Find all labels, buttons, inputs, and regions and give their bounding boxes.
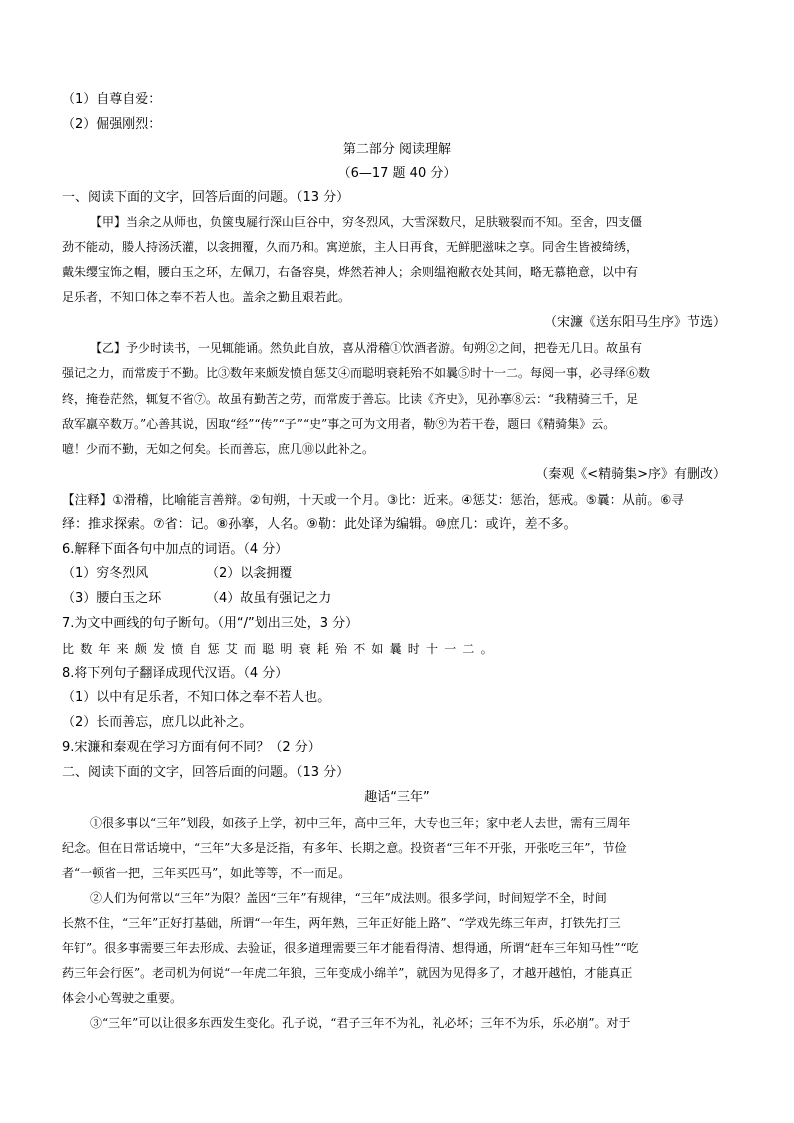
passage-yi-line: 终，掩卷茫然，辄复不省⑦。故虽有勤苦之劳，而常废于善忘。比读《齐史》，见孙搴⑧云：“我精骑三千，足: [62, 392, 639, 406]
question-6-item: （2）以衾拥覆: [206, 566, 293, 581]
passage-yi-line: 【乙】予少时读书，一见辄能诵。然负此自放，喜从滑稽①饮酒者游。旬朔②之间，把卷无几日。故虽有: [90, 341, 643, 355]
answer-line-1: （1）自尊自爱：: [62, 92, 162, 107]
article-line: 长熬不住，“三年”正好打基础，所谓“一年生，两年熟，三年正好能上路”、“学戏先练三年声，打铁先打三: [62, 916, 621, 930]
answer-line-2: （2）倔强刚烈：: [62, 117, 162, 132]
question-heading-1: 一、阅读下面的文字，回答后面的问题。（13 分）: [62, 190, 350, 205]
question-6: 6.解释下面各句中加点的词语。（4 分）: [62, 542, 289, 557]
article-line: 体会小心驾驶之重要。: [62, 991, 183, 1005]
annotation-line: 【注释】①滑稽，比喻能言善辩。②旬朔，十天或一个月。③比：近来。④惩艾：惩治，惩戒。⑤曩：从前。⑥寻: [62, 492, 684, 507]
passage-jia-line: 足乐者，不知口体之奉不若人也。盖余之勤且艰若此。: [62, 290, 351, 304]
article-line: 年钉”。很多事需要三年去形成、去验证，很多道理需要三年才能看得清、想得通，所谓“赶车三年知马性”“吃: [62, 941, 639, 955]
source-citation: （宋濂《送东阳马生序》节选）: [543, 315, 726, 330]
question-heading-2: 二、阅读下面的文字，回答后面的问题。（13 分）: [62, 765, 350, 780]
article-line: ①很多事以“三年”划段，如孩子上学，初中三年，高中三年，大专也三年；家中老人去世，需有三周年: [90, 816, 631, 830]
article-line: 纪念。但在日常话境中，“三年”大多是泛指，有多年、长期之意。投资者“三年不开张，开张吃三年”，节俭: [62, 841, 627, 855]
passage-yi-line: 强记之力，而常废于不勤。比③数年来颇发愤自惩艾④而聪明衰耗殆不如曩⑤时十一二。每阅一事，必寻绎⑥数: [62, 366, 651, 380]
section-subtitle: （6—17 题 40 分）: [337, 166, 457, 181]
question-8: 8.将下列句子翻译成现代汉语。（4 分）: [62, 666, 289, 681]
question-7: 7.为文中画线的句子断句。（用“/”划出三处，3 分）: [62, 616, 359, 631]
annotation-line: 绎：推求探索。⑦省：记。⑧孙搴，人名。⑨勒：此处译为编辑。⑩庶几：或许，差不多。: [62, 517, 577, 532]
question-6-item: （4）故虽有强记之力: [206, 591, 332, 606]
question-8-item: （2）长而善忘，庶几以此补之。: [62, 715, 253, 730]
question-9: 9.宋濂和秦观在学习方面有何不同？（2 分）: [62, 740, 321, 755]
question-8-item: （1）以中有足乐者，不知口体之奉不若人也。: [62, 690, 331, 705]
passage-jia-line: 【甲】当余之从师也，负箧曳屣行深山巨谷中，穷冬烈风，大雪深数尺，足肤皲裂而不知。至舍，四支僵: [90, 215, 643, 229]
article-line: ②人们为何常以“三年”为限？盖因“三年”有规律，“三年”成法则。很多学问，时间短学不全，时间: [90, 891, 607, 905]
article-line: 药三年会行医”。老司机为何说“一年虎二年狼，三年变成小绵羊”，就因为见得多了，才越开越怕，才能真正: [62, 966, 633, 980]
question-6-item: （3）腰白玉之环: [62, 591, 162, 606]
passage-jia-line: 劲不能动，媵人持汤沃灌，以衾拥覆，久而乃和。寓逆旅，主人日再食，无鲜肥滋味之享。同舍生皆被绮绣，: [62, 240, 639, 254]
article-title: 趣话“三年”: [364, 790, 430, 805]
source-citation: （秦观《<精骑集>序》有删改）: [535, 467, 726, 482]
article-line: ③“三年”可以让很多东西发生变化。孔子说，“君子三年不为礼，礼必坏；三年不为乐，乐必崩”。对于: [90, 1016, 631, 1030]
passage-yi-line: 噫！少而不勤，无如之何矣。长而善忘，庶几⑩以此补之。: [62, 442, 375, 456]
section-title: 第二部分 阅读理解: [342, 142, 452, 157]
question-7-sentence: 比数年来颇发愤自惩艾而聪明衰耗殆不如曩时十一二。: [62, 642, 499, 656]
article-line: 者“一顿省一把，三年买匹马”，如此等等，不一而足。: [62, 866, 351, 880]
passage-yi-line: 敌军羸卒数万。”心善其说，因取“经”“传”“子”“史”事之可为文用者，勒⑨为若干卷，题曰《精骑集》云。: [62, 417, 616, 431]
passage-jia-line: 戴朱缨宝饰之帽，腰白玉之环，左佩刀，右备容臭，烨然若神人；余则缊袍敝衣处其间，略无慕艳意，以中有: [62, 265, 639, 279]
question-6-item: （1）穷冬烈风: [62, 566, 149, 581]
